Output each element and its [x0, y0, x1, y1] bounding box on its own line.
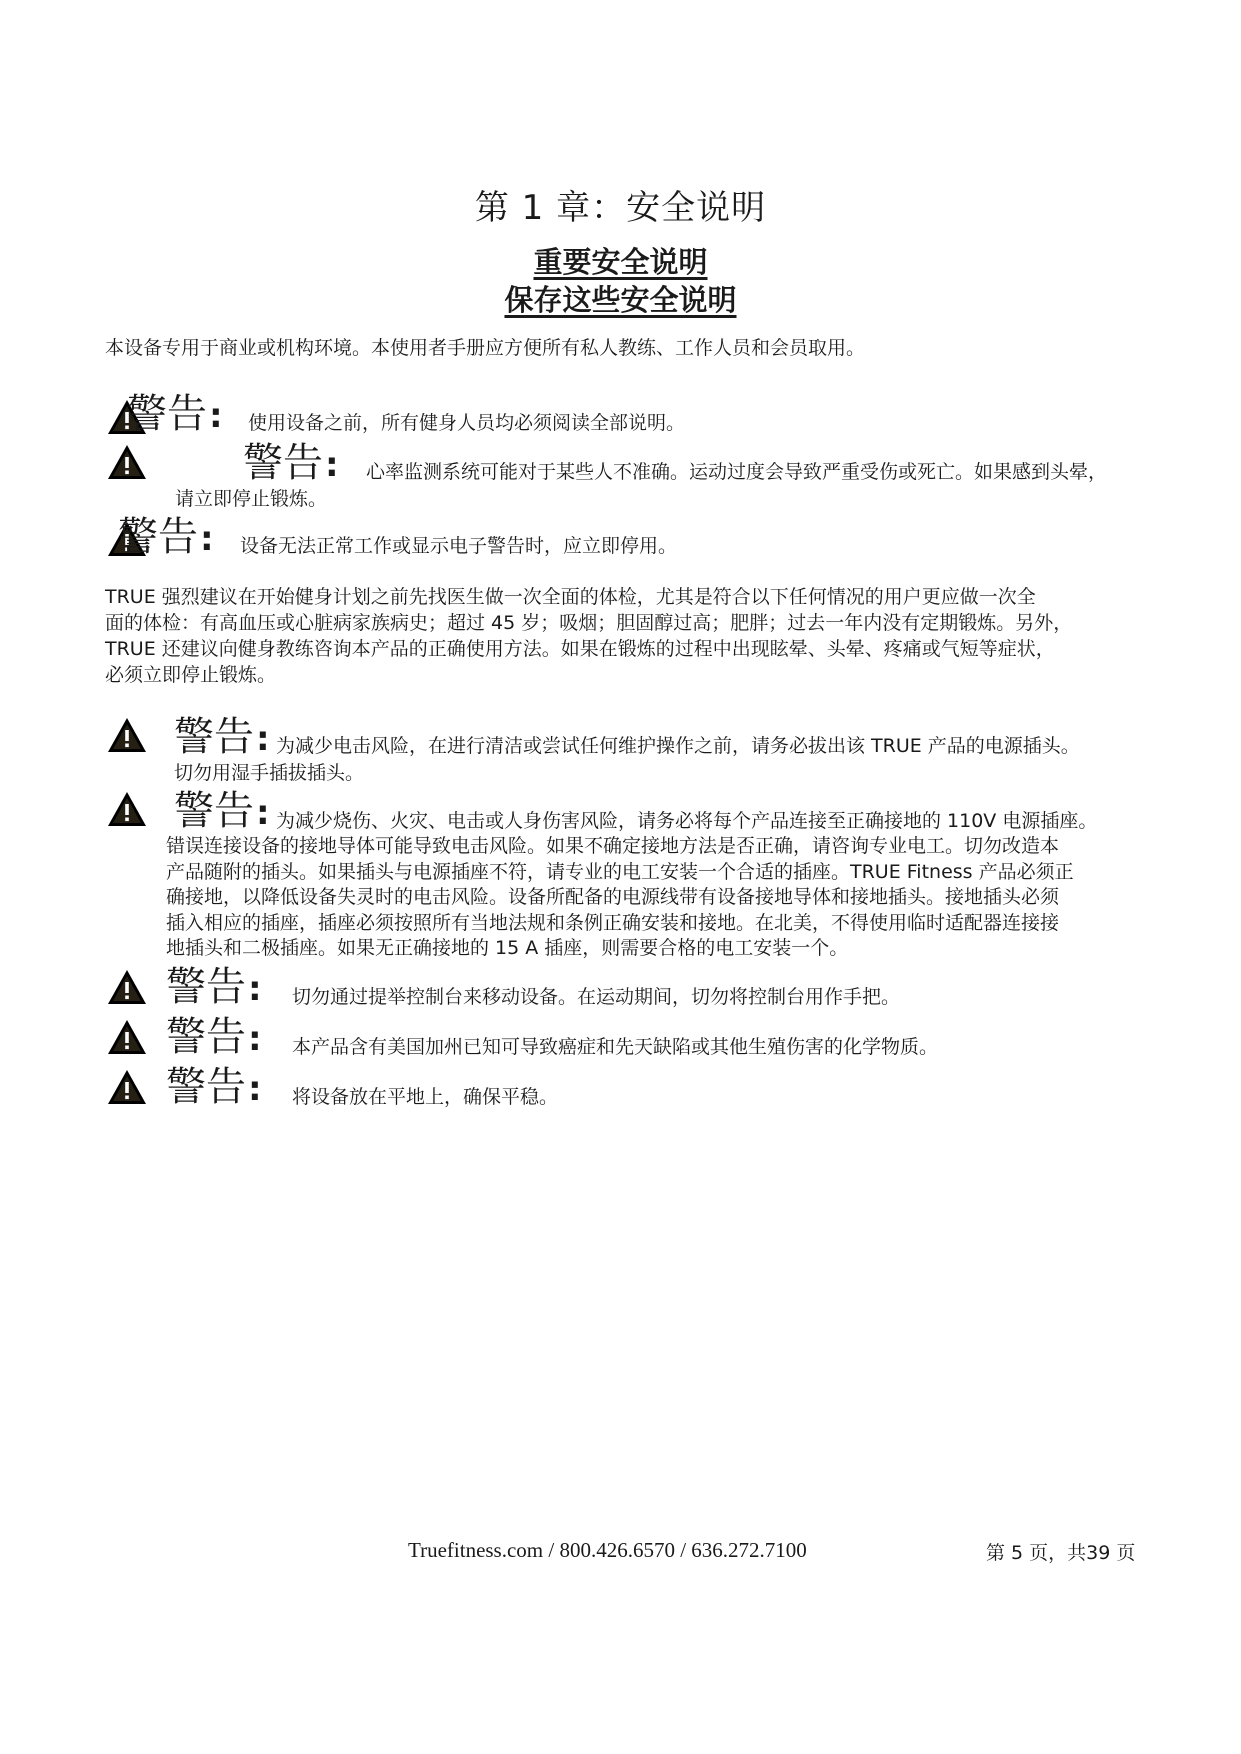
chapter-title: 第 1 章：安全说明	[474, 188, 767, 228]
page-number: 第 5 页，共39 页	[986, 1542, 1136, 1564]
advice-line: 必须立即停止锻炼。	[105, 664, 277, 686]
advice-line: TRUE 还建议向健身教练咨询本产品的正确使用方法。如果在锻炼的过程中出现眩晕、头晕、疼痛或气短等症状，	[105, 638, 1055, 660]
warning-text: 为减少烧伤、火灾、电击或人身伤害风险，请务必将每个产品连接至正确接地的 110V 电源插座。	[276, 810, 1098, 832]
warning-text: 将设备放在平地上，确保平稳。	[292, 1086, 559, 1108]
warning-label: 警告:	[243, 440, 339, 486]
warning-label: 警告:	[174, 788, 270, 834]
warning-label: 警告:	[118, 514, 214, 560]
intro-text: 本设备专用于商业或机构环境。本使用者手册应方便所有私人教练、工作人员和会员取用。	[105, 337, 866, 359]
warning-body	[166, 834, 1074, 962]
warning-icon	[107, 1069, 147, 1105]
warning-text: 设备无法正常工作或显示电子警告时，应立即停用。	[240, 535, 678, 557]
warning-body-line: 插入相应的插座，插座必须按照所有当地法规和条例正确安装和接地。在北美，不得使用临时适配器连接接	[166, 911, 1060, 934]
warning-label: 警告:	[127, 391, 223, 437]
warning-icon	[107, 791, 147, 827]
warning-body-line: 确接地，以降低设备失灵时的电击风险。设备所配备的电源线带有设备接地导体和接地插头。接地插头必须	[166, 886, 1060, 909]
warning-body: 切勿用湿手插拔插头。	[174, 762, 365, 784]
advice-paragraph	[105, 584, 1072, 688]
warning-label: 警告:	[166, 1014, 262, 1060]
warning-body-line: 错误连接设备的接地导体可能导致电击风险。如果不确定接地方法是否正确，请咨询专业电工。切勿改造本	[166, 835, 1060, 857]
advice-line: TRUE 强烈建议在开始健身计划之前先找医生做一次全面的体检，尤其是符合以下任何情况的用户更应做一次全	[105, 586, 1036, 608]
footer-contact: Truefitness.com / 800.426.6570 / 636.272.7100	[408, 1538, 807, 1562]
warning-text: 使用设备之前，所有健身人员均必须阅读全部说明。	[248, 412, 686, 434]
warning-text: 为减少电击风险，在进行清洁或尝试任何维护操作之前，请务必拔出该 TRUE 产品的电源插头。	[276, 735, 1080, 757]
warning-icon	[107, 717, 147, 753]
warning-text: 切勿通过提举控制台来移动设备。在运动期间，切勿将控制台用作手把。	[292, 986, 901, 1008]
warning-icon	[107, 969, 147, 1005]
important-heading: 重要安全说明	[533, 245, 708, 279]
save-heading: 保存这些安全说明	[504, 283, 737, 317]
warning-label: 警告:	[166, 1064, 262, 1110]
warning-body-line: 产品随附的插头。如果插头与电源插座不符，请专业的电工安装一个合适的插座。TRUE Fitness 产品必须正	[166, 860, 1074, 883]
warning-text: 心率监测系统可能对于某些人不准确。运动过度会导致严重受伤或死亡。如果感到头晕，	[366, 461, 1108, 483]
warning-text: 本产品含有美国加州已知可导致癌症和先天缺陷或其他生殖伤害的化学物质。	[292, 1036, 939, 1058]
warning-body-line: 地插头和二极插座。如果无正确接地的 15 A 插座，则需要合格的电工安装一个。	[166, 937, 849, 960]
advice-line: 面的体检：有高血压或心脏病家族病史；超过 45 岁；吸烟；胆固醇过高；肥胖；过去一年内没有定期锻炼。另外，	[105, 612, 1073, 634]
warning-icon	[107, 444, 147, 480]
warning-label: 警告:	[166, 964, 262, 1010]
warning-text-continued: 请立即停止锻炼。	[175, 488, 328, 510]
warning-icon	[107, 1019, 147, 1055]
warning-label: 警告:	[174, 714, 270, 760]
